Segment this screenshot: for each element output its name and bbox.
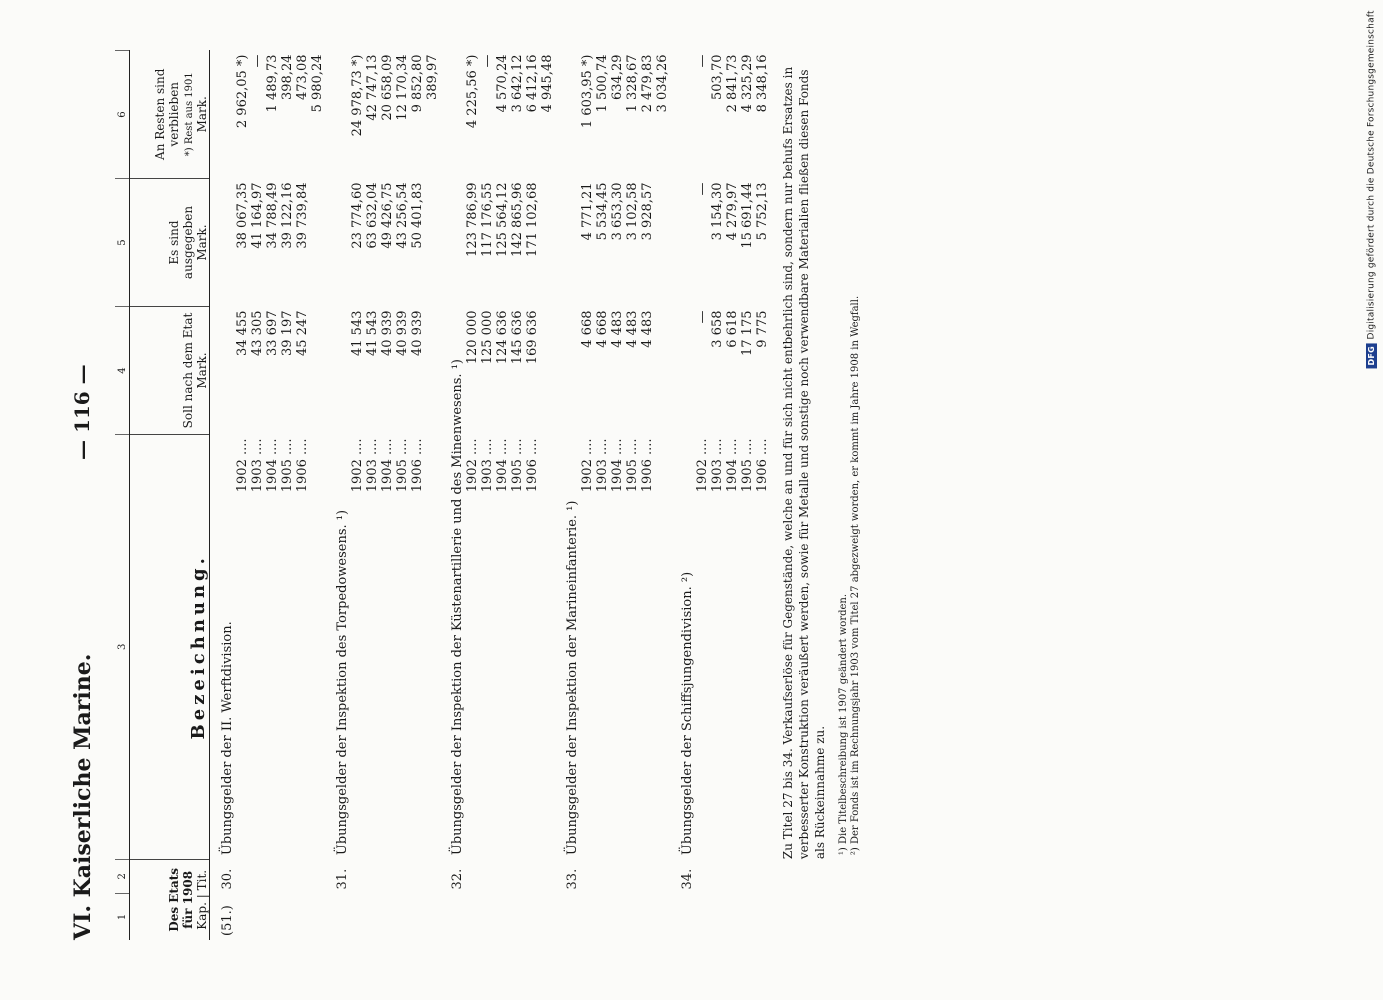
rest-cell: 2 841,73 [725,54,740,113]
rest-cell: 4 570,24 [495,54,510,113]
tit-cell: 32. [450,868,465,890]
aus-cell: 171 102,68 [525,182,540,257]
etat-header: Des Etats für 1908 Kap. | Tit. [130,859,210,940]
aus-cell: 39 739,84 [295,182,310,249]
soll-cell: 120 000 [465,310,480,365]
rest-cell: — [480,54,495,68]
year-cell: 1906 .... [410,438,425,493]
soll-cell: 41 543 [350,310,365,356]
table-row [495,51,510,941]
rest-cell: 473,08 [295,54,310,100]
soll-cell: 45 247 [295,310,310,356]
rest-cell: 8 348,16 [755,54,770,113]
section-title: VI. Kaiserliche Marine. [70,653,96,940]
table-row [525,51,540,941]
soll-cell: 4 668 [580,310,595,348]
col-num-6: 6 [115,51,130,179]
rest-cell: 3 642,12 [510,54,525,113]
row-label: Übungsgelder der Schiffsjungendivision. ²) [680,571,695,856]
rest-cell: 2 962,05 *) [235,54,250,129]
aus-cell: 125 564,12 [495,182,510,257]
table-row [465,51,480,941]
extra-rest-cell: 3 034,26 [655,54,670,113]
rest-cell: 398,24 [280,54,295,100]
table-row [250,51,265,941]
rest-cell: 9 852,80 [410,54,425,113]
soll-cell: 4 483 [625,310,640,348]
budget-table [115,50,862,940]
year-cell: 1902 .... [465,438,480,493]
rest-cell: 1 489,73 [265,54,280,113]
soll-cell: 124 636 [495,310,510,365]
soll-cell: 40 939 [410,310,425,356]
resten-header: An Resten sind verblieben *) Rest aus 1901 Mark. [130,51,210,179]
aus-cell: 38 067,35 [235,182,250,249]
extra-rest-row [655,51,670,941]
tit-cell: 33. [565,868,580,890]
kap-cell [555,893,580,940]
table-row [610,51,625,941]
soll-cell: 6 618 [725,310,740,348]
aus-cell: 3 653,30 [610,182,625,241]
table-body [210,51,863,941]
rest-cell: — [250,54,265,68]
group-row [325,51,350,941]
soll-cell: 40 939 [395,310,410,356]
year-cell: 1903 .... [365,438,380,493]
soll-cell: 4 483 [610,310,625,348]
aus-cell: 3 928,57 [640,182,655,241]
soll-cell: — [695,310,710,324]
row-label: Übungsgelder der II. Werftdivision. [220,621,235,856]
ausgegeben-header: Es sind ausgegeben Mark. [130,179,210,307]
table-row [235,51,250,941]
footnote-1: ¹) Die Titelbeschreibung ist 1907 geändert worden. [838,593,849,856]
dfg-logo: DFG [1366,343,1377,368]
year-cell: 1903 .... [595,438,610,493]
digitization-note [1366,10,1377,368]
rest-cell: 12 170,34 [395,54,410,121]
row-label: Übungsgelder der Inspektion der Küstenartillerie und des Minenwesens. ¹) [450,359,465,856]
year-cell: 1903 .... [710,438,725,493]
aus-cell: 43 256,54 [395,182,410,249]
tit-cell: 30. [220,868,235,890]
extra-rest-cell: 5 980,24 [310,54,325,113]
side-note-text: Digitalisierung gefördert durch die Deutsche Forschungsgemeinschaft [1366,10,1377,340]
kap-cell [440,893,465,940]
rest-cell: 1 328,67 [625,54,640,113]
soll-cell: 3 658 [710,310,725,348]
soll-cell: 145 636 [510,310,525,365]
soll-cell: 34 455 [235,310,250,356]
soll-cell: 33 697 [265,310,280,356]
aus-cell: 117 176,55 [480,182,495,257]
rest-cell: 4 225,56 *) [465,54,480,129]
year-cell: 1905 .... [280,438,295,493]
year-cell: 1904 .... [725,438,740,493]
bezeichnung-header: Bezeichnung. [130,435,210,860]
year-cell: 1905 .... [510,438,525,493]
soll-cell: 41 543 [365,310,380,356]
table-row [725,51,740,941]
col-num-3: 3 [115,435,130,860]
year-cell: 1905 .... [395,438,410,493]
year-cell: 1902 .... [350,438,365,493]
rest-cell: 6 412,16 [525,54,540,113]
extra-rest-cell: 4 945,48 [540,54,555,113]
rest-cell: 20 658,09 [380,54,395,121]
table-row [510,51,525,941]
aus-cell: 142 865,96 [510,182,525,257]
soll-cell: 4 668 [595,310,610,348]
year-cell: 1905 .... [625,438,640,493]
aus-cell: 3 102,58 [625,182,640,241]
table-row [580,51,595,941]
rotated-sheet [60,0,1330,1000]
rest-cell: 1 603,95 *) [580,54,595,129]
soll-cell: 169 636 [525,310,540,365]
year-cell: 1902 .... [695,438,710,493]
year-cell: 1903 .... [250,438,265,493]
year-cell: 1905 .... [740,438,755,493]
year-cell: 1906 .... [525,438,540,493]
table-row [755,51,770,941]
year-cell: 1906 .... [640,438,655,493]
table-row [410,51,425,941]
rest-cell: 4 325,29 [740,54,755,113]
rest-cell: 2 479,83 [640,54,655,113]
col-num-1: 1 [115,893,130,940]
col-num-5: 5 [115,179,130,307]
table-row [595,51,610,941]
extra-rest-row [425,51,440,941]
year-cell: 1904 .... [265,438,280,493]
note-text: Zu Titel 27 bis 34. Verkaufserlöse für Gegenstände, welche an und für sich nicht entbehrlich sind, sondern nur behufs Ersatzes in verbesserter Konstruktion veräußert werden, sowie für Metalle und sonstige noch verwendbare Materialien fließen diesen Fonds als Rückeinnahme zu. [781,66,827,860]
soll-cell: 43 305 [250,310,265,356]
rest-cell: 634,29 [610,54,625,100]
footnote-2: ²) Der Fonds ist im Rechnungsjahr 1903 vom Titel 27 abgezweigt worden, er kommt im Jahre 1908 in Wegfall. [850,295,861,856]
aus-cell: 5 752,13 [755,182,770,241]
kap-cell [325,893,350,940]
soll-header: Soll nach dem Etat Mark. [130,307,210,435]
page [60,0,1330,1000]
tit-cell: 31. [335,868,350,890]
aus-cell: 4 279,97 [725,182,740,241]
table-row [695,51,710,941]
year-cell: 1904 .... [495,438,510,493]
rest-cell: — [695,54,710,68]
soll-cell: 40 939 [380,310,395,356]
rest-cell: 24 978,73 *) [350,54,365,137]
col-num-2: 2 [115,859,130,893]
soll-cell: 125 000 [480,310,495,365]
year-cell: 1903 .... [480,438,495,493]
table-row [395,51,410,941]
year-cell: 1904 .... [380,438,395,493]
table-row [625,51,640,941]
aus-cell: 50 401,83 [410,182,425,249]
group-row [210,51,236,941]
year-cell: 1906 .... [755,438,770,493]
extra-rest-cell: 389,97 [425,54,440,100]
aus-cell: 23 774,60 [350,182,365,249]
page-number: — 116 — [70,364,94,460]
tit-cell: 34. [680,868,695,890]
table-row [350,51,365,941]
table-row [710,51,725,941]
aus-cell: 39 122,16 [280,182,295,249]
aus-cell: 3 154,30 [710,182,725,241]
year-cell: 1902 .... [580,438,595,493]
table-row [380,51,395,941]
extra-rest-row [310,51,325,941]
soll-cell: 9 775 [755,310,770,348]
soll-cell: 39 197 [280,310,295,356]
year-cell: 1902 .... [235,438,250,493]
aus-cell: 123 786,99 [465,182,480,257]
kap-cell: (51.) [220,905,235,936]
rest-cell: 1 500,74 [595,54,610,113]
row-label: Übungsgelder der Inspektion des Torpedowesens. ¹) [335,509,350,856]
aus-cell: 49 426,75 [380,182,395,249]
year-cell: 1906 .... [295,438,310,493]
table-row [740,51,755,941]
rest-cell: 42 747,13 [365,54,380,121]
aus-cell: 4 771,21 [580,182,595,241]
table-row [480,51,495,941]
table-row [640,51,655,941]
page-header [60,50,110,940]
group-row [440,51,465,941]
table-row [365,51,380,941]
table-row [280,51,295,941]
group-row [555,51,580,941]
table-row [295,51,310,941]
col-num-4: 4 [115,307,130,435]
aus-cell: — [695,182,710,196]
aus-cell: 5 534,45 [595,182,610,241]
soll-cell: 17 175 [740,310,755,356]
aus-cell: 63 632,04 [365,182,380,249]
year-cell: 1904 .... [610,438,625,493]
table-row [265,51,280,941]
row-label: Übungsgelder der Inspektion der Marineinfanterie. ¹) [565,500,580,856]
group-row [670,51,695,941]
aus-cell: 34 788,49 [265,182,280,249]
kap-cell [670,893,695,940]
rest-cell: 503,70 [710,54,725,100]
soll-cell: 4 483 [640,310,655,348]
aus-cell: 41 164,97 [250,182,265,249]
aus-cell: 15 691,44 [740,182,755,249]
extra-rest-row [540,51,555,941]
